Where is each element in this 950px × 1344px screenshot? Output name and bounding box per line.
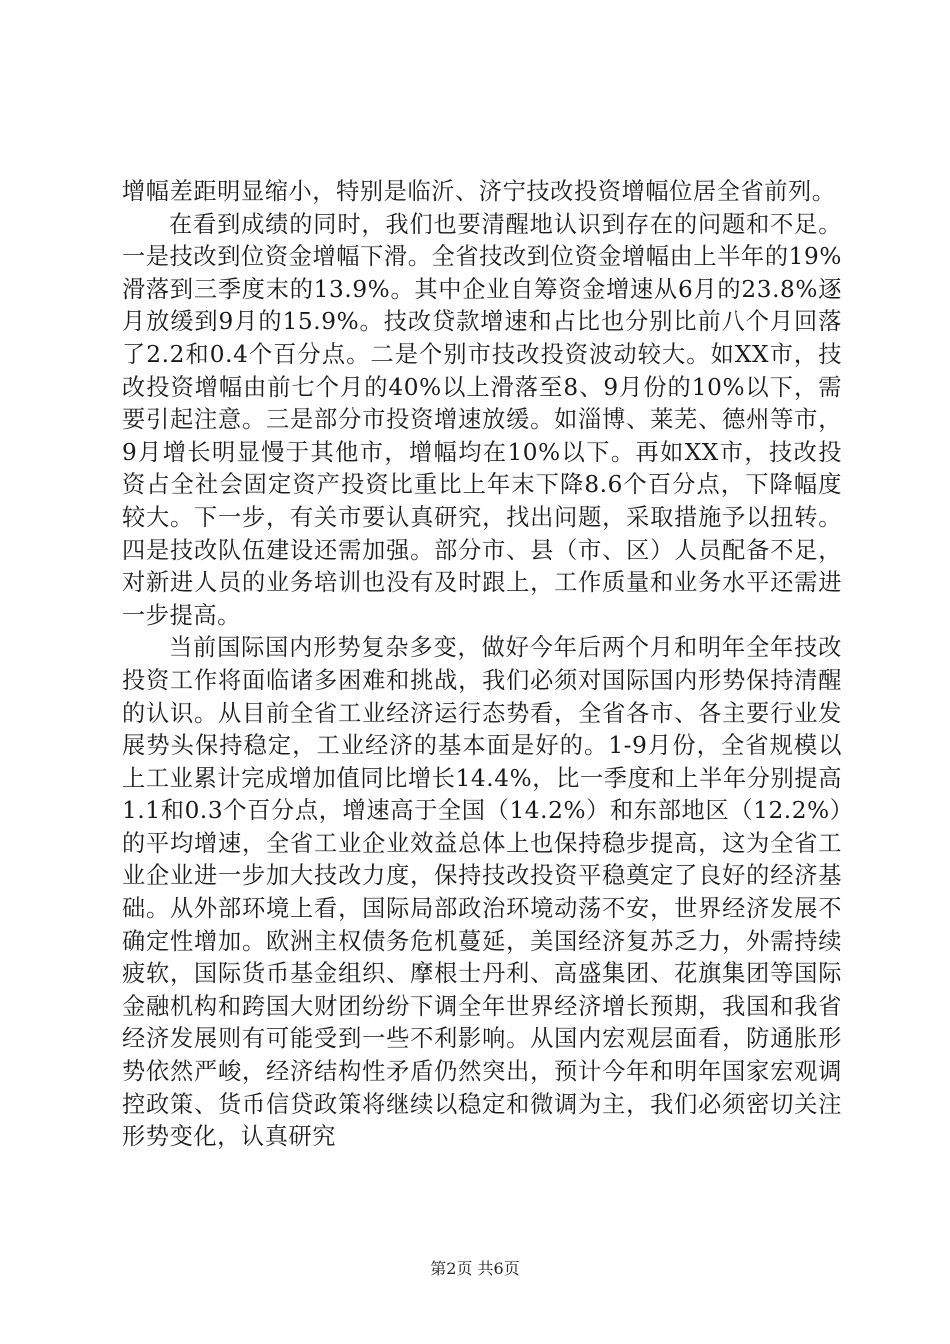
page-number-footer: 第2页 共6页	[430, 1259, 520, 1278]
paragraph-situation: 当前国际国内形势复杂多变，做好今年后两个月和明年全年技改投资工作将面临诸多困难和挑战，我们必须对国际国内形势保持清醒的认识。从目前全省工业经济运行态势看，全省各市、各主要行业发展势头保持稳定，工业经济的基本面是好的。1-9月份，全省规模以上工业累计完成增加值同比增长14.4%，比一季度和上半年分别提高1.1和0.3个百分点，增速高于全国（14.2%）和东部地区（12.2%）的平均增速，全省工业企业效益总体上也保持稳步提高，这为全省工业企业进一步加大技改力度，保持技改投资平稳奠定了良好的经济基础。从外部环境上看，国际局部政治环境动荡不安，世界经济发展不确定性增加。欧洲主权债务危机蔓延，美国经济复苏乏力，外需持续疲软，国际货币基金组织、摩根士丹利、高盛集团、花旗集团等国际金融机构和跨国大财团纷纷下调全年世界经济增长预期，我国和我省经济发展则有可能受到一些不利影响。从国内宏观层面看，防通胀形势依然严峻，经济结构性矛盾仍然突出，预计今年和明年国家宏观调控政策、货币信贷政策将继续以稳定和微调为主，我们必须密切关注形势变化，认真研究	[122, 634, 842, 1151]
paragraph-continuation: 增幅差距明显缩小，特别是临沂、济宁技改投资增幅位居全省前列。	[122, 178, 836, 205]
paragraph-problems: 在看到成绩的同时，我们也要清醒地认识到存在的问题和不足。一是技改到位资金增幅下滑。全省技改到位资金增幅由上半年的19%滑落到三季度末的13.9%。其中企业自筹资金增速从6月的23.8%逐月放缓到9月的15.9%。技改贷款增速和占比也分别比前八个月回落了2.2和0.4个百分点。二是个别市技改投资波动较大。如XX市，技改投资增幅由前七个月的40%以上滑落至8、9月份的10%以下，需要引起注意。三是部分市投资增速放缓。如淄博、莱芜、德州等市，9月增长明显慢于其他市，增幅均在10%以下。再如XX市，技改投资占全社会固定资产投资比重比上年末下降8.6个百分点，下降幅度较大。下一步，有关市要认真研究，找出问题，采取措施予以扭转。四是技改队伍建设还需加强。部分市、县（市、区）人员配备不足，对新进人员的业务培训也没有及时跟上，工作质量和业务水平还需进一步提高。	[122, 210, 842, 629]
body-text	[122, 176, 842, 1154]
